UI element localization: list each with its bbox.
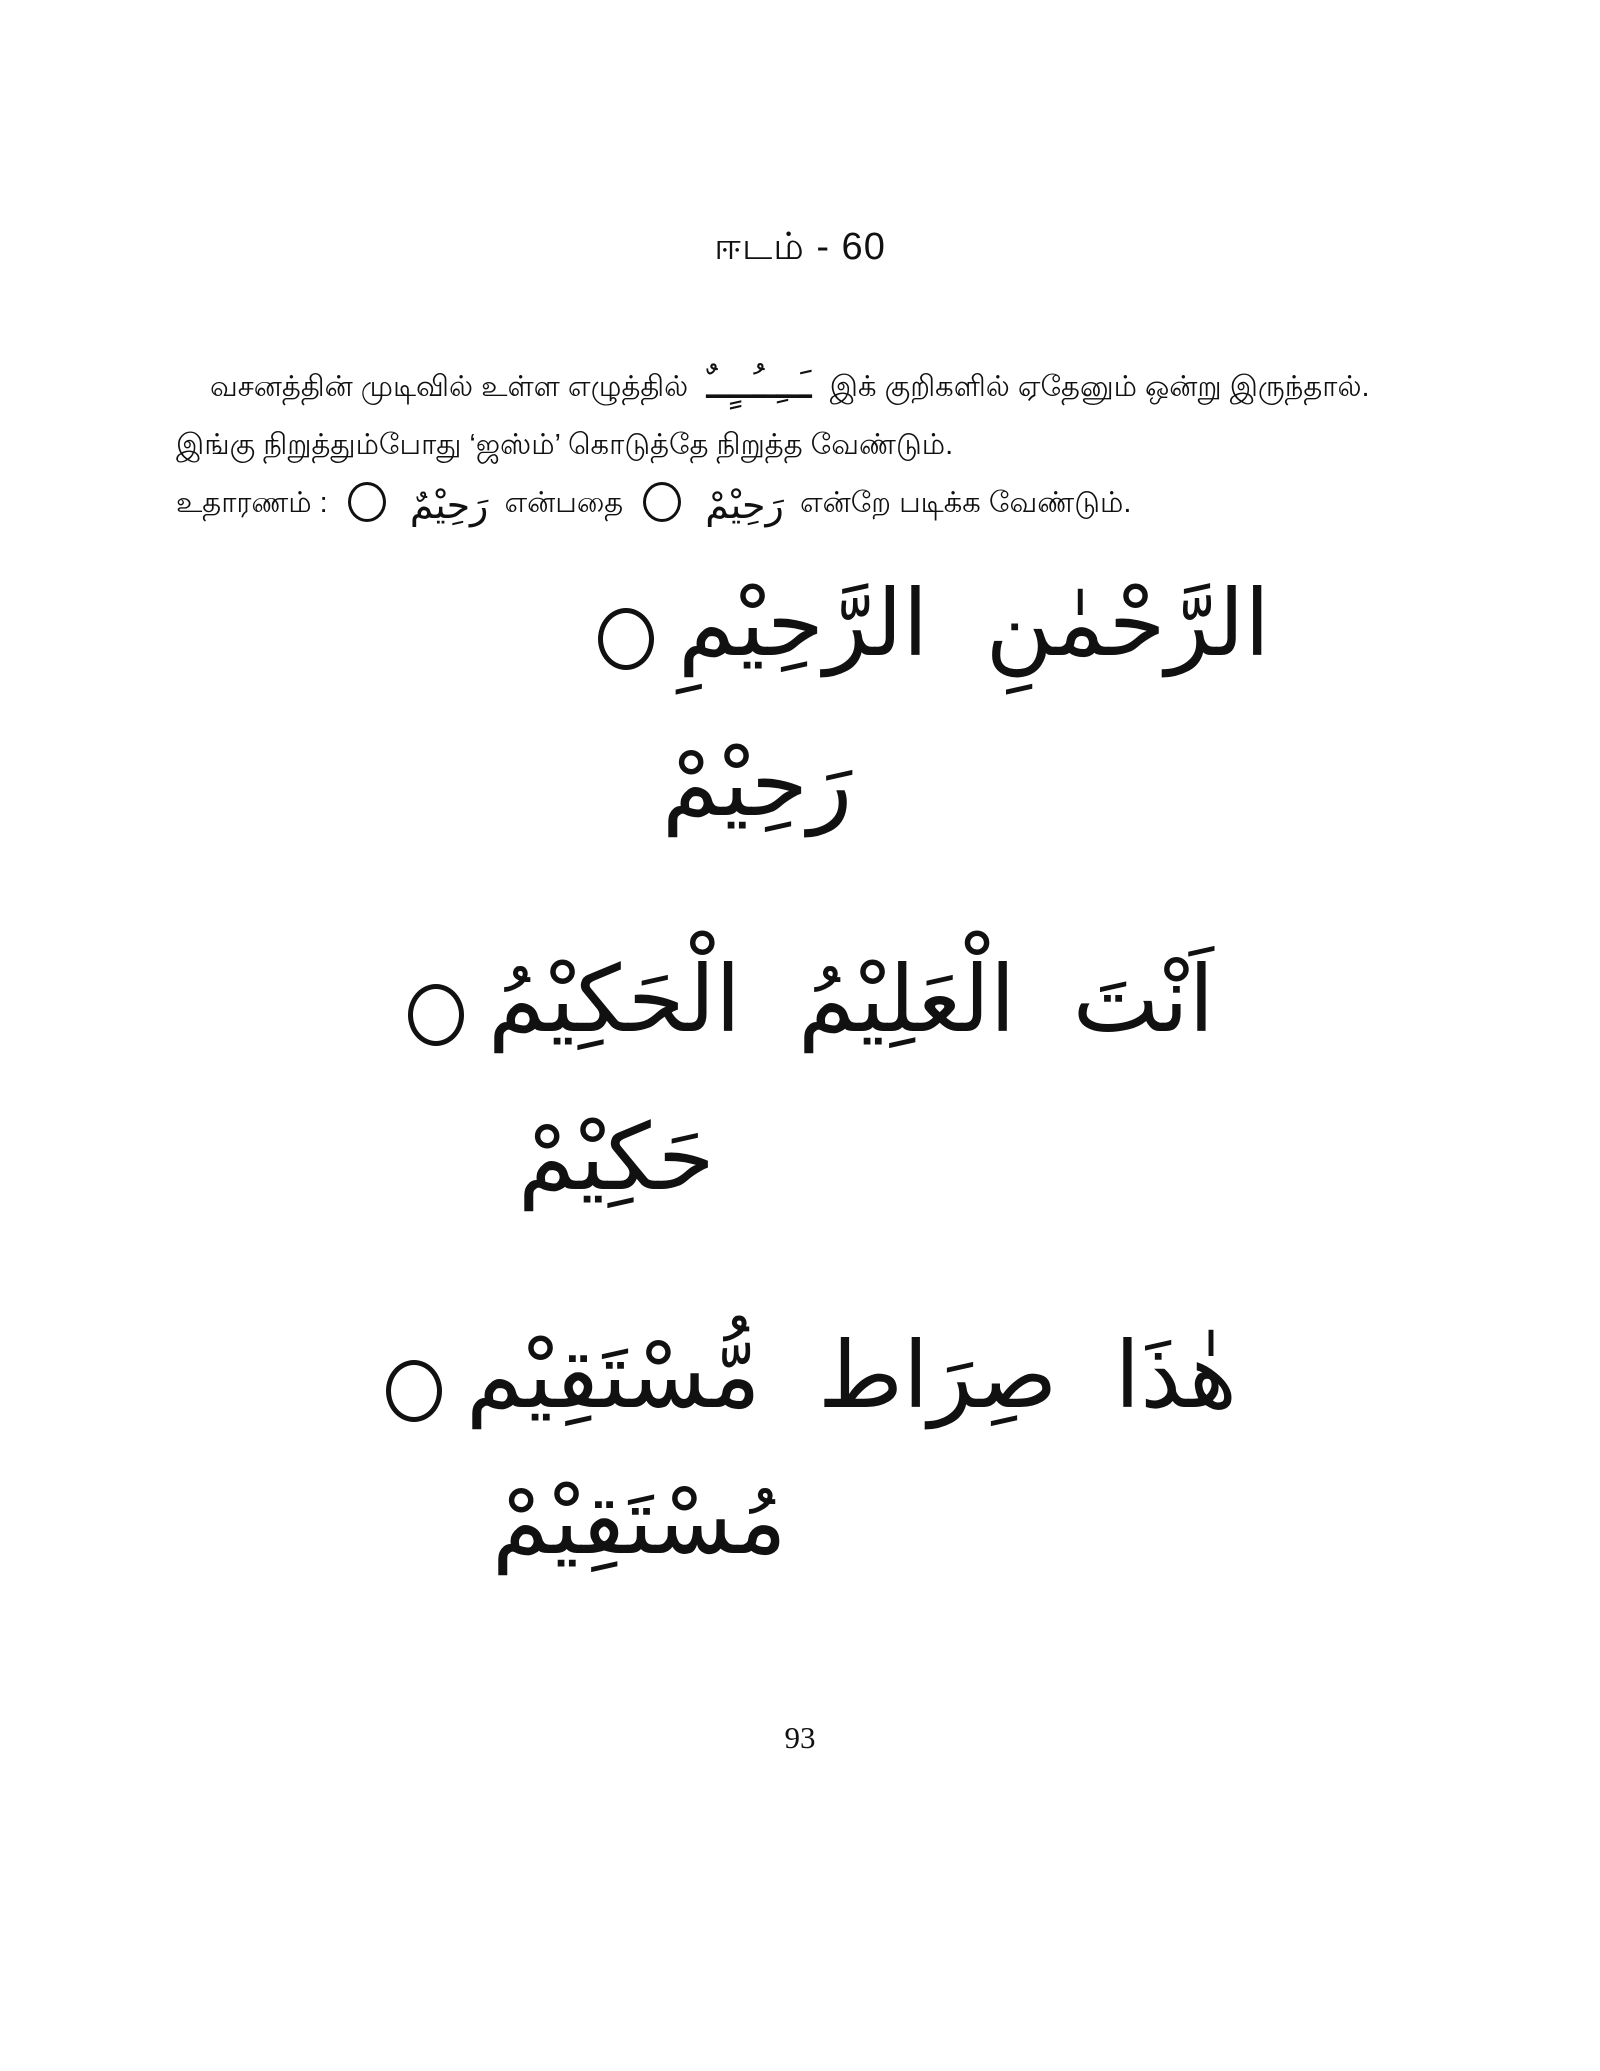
pausal-word: حَكِيْمْ	[518, 1104, 715, 1211]
exercise-3-phrase-line	[386, 1318, 1237, 1433]
instructions-paragraph	[176, 358, 1456, 532]
instruction-line-1: வசனத்தின் முடிவில் உள்ள எழுத்தில் ـَــِــُــٍــٌ இக் குறிகளில் ஏதேனும் ஒன்று இருந்தால்.	[210, 362, 1370, 408]
exercise-phrase: هٰذَا صِرَاط مُّسْتَقِيْم	[466, 1322, 1238, 1429]
example-end-text: என்றே படிக்க வேண்டும்.	[799, 487, 1132, 519]
exercise-1-phrase-line	[598, 566, 1270, 681]
verse-end-circle-icon	[408, 984, 464, 1046]
page-number: 93	[784, 1720, 816, 1755]
exercise-3-pausal-line	[492, 1464, 787, 1579]
instruction-line-2: இங்கு நிறுத்தும்போது ‘ஜஸ்ம்’ கொடுத்தே நிறுத்த வேண்டும்.	[176, 429, 954, 461]
exercise-phrase: اَنْتَ الْعَلِيْمُ الْحَكِيْمُ	[488, 946, 1215, 1053]
stop-circle-icon	[643, 482, 681, 522]
exercise-phrase: الرَّحْمٰنِ الرَّحِيْمِ	[678, 570, 1270, 677]
instruction-line-1-after: இக் குறிகளில் ஏதேனும் ஒன்று இருந்தால்.	[829, 371, 1370, 403]
example-line: உதாரணம் : رَحِيْمٌ என்பதை رَحِيْمْ என்றே படிக்க வேண்டும்.	[176, 483, 1132, 527]
example-label: உதாரணம் :	[176, 487, 328, 519]
pausal-word: رَحِيْمْ	[662, 730, 853, 837]
example-middle-text: என்பதை	[504, 487, 624, 519]
stop-circle-icon	[348, 482, 386, 522]
verse-end-circle-icon	[598, 608, 654, 670]
instruction-line-1-before: வசனத்தின் முடிவில் உள்ள எழுத்தில்	[210, 371, 689, 403]
verse-end-circle-icon	[386, 1360, 442, 1422]
exercise-2-pausal-line	[518, 1100, 715, 1215]
page-title: ஈடம் - 60	[714, 226, 886, 268]
pausal-word: مُسْتَقِيْمْ	[492, 1468, 787, 1575]
exercise-2-phrase-line	[408, 942, 1214, 1057]
exercise-1-pausal-line	[662, 726, 852, 841]
